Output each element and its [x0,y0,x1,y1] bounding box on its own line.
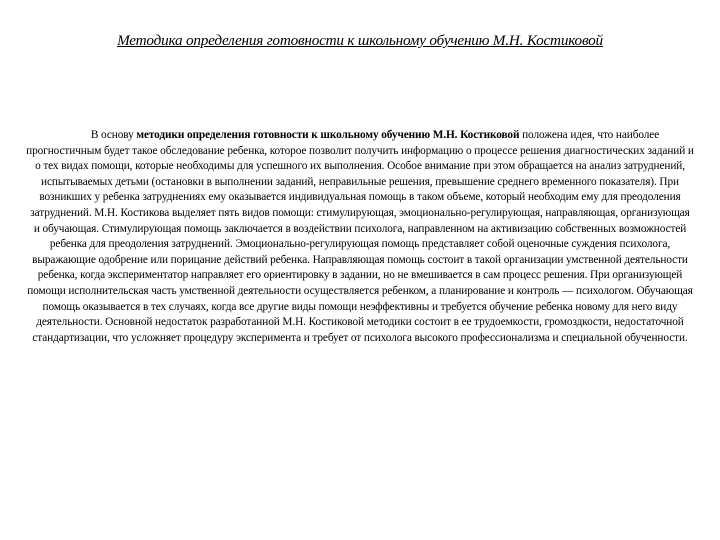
slide-title: Методика определения готовности к школьному обучению М.Н. Костиковой [117,32,603,49]
paragraph-bold-phrase: методики определения готовности к школьному обучению М.Н. Костиковой [136,129,520,141]
body-paragraph [26,128,694,346]
paragraph-intro: В основу [90,129,137,141]
paragraph-text: положена идея, что наиболее прогностичным будет такое обследование ребенка, которое позволит получить информацию о процессе решения диагностических заданий и о тех видах помощи, которые необходимы для успешного их выполнения. Особое внимание при этом обращается на анализ затруднений, испытываемых детьми (остановки в выполнении заданий, неправильные решения, превышение среднего временного показателя). При возникших у ребенка затруднениях ему оказывается индивидуальная помощь в таком объеме, который необходим ему для преодоления затруднений. М.Н. Костикова выделяет пять видов помощи: стимулирующая, эмоционально-регулирующая, направляющая, организующая и обучающая. Стимулирующая помощь заключается в воздействии психолога, направленном на активизацию собственных возможностей ребенка для преодоления затруднений. Эмоционально-регулирующая помощь представляет собой оценочные суждения психолога, выражающие одобрение или порицание действий ребенка. Направляющая помощь состоит в такой организации умственной деятельности ребенка, когда экспериментатор направляет его ориентировку в задании, но не вмешивается в сам процесс решения. При организующей помощи исполнительская часть умственной деятельности осуществляется ребенком, а планирование и контроль — психологом. Обучающая помощь оказывается в тех случаях, когда все другие виды помощи неэффективны и требуется обучение ребенка новому для него виду деятельности. Основной недостаток разработанной М.Н. Костиковой методики состоит в ее трудоемкости, громоздкости, недостаточной стандартизации, что усложняет процедуру эксперимента и требует от психолога высокого профессионализма и специальной обученности. [26,129,694,344]
